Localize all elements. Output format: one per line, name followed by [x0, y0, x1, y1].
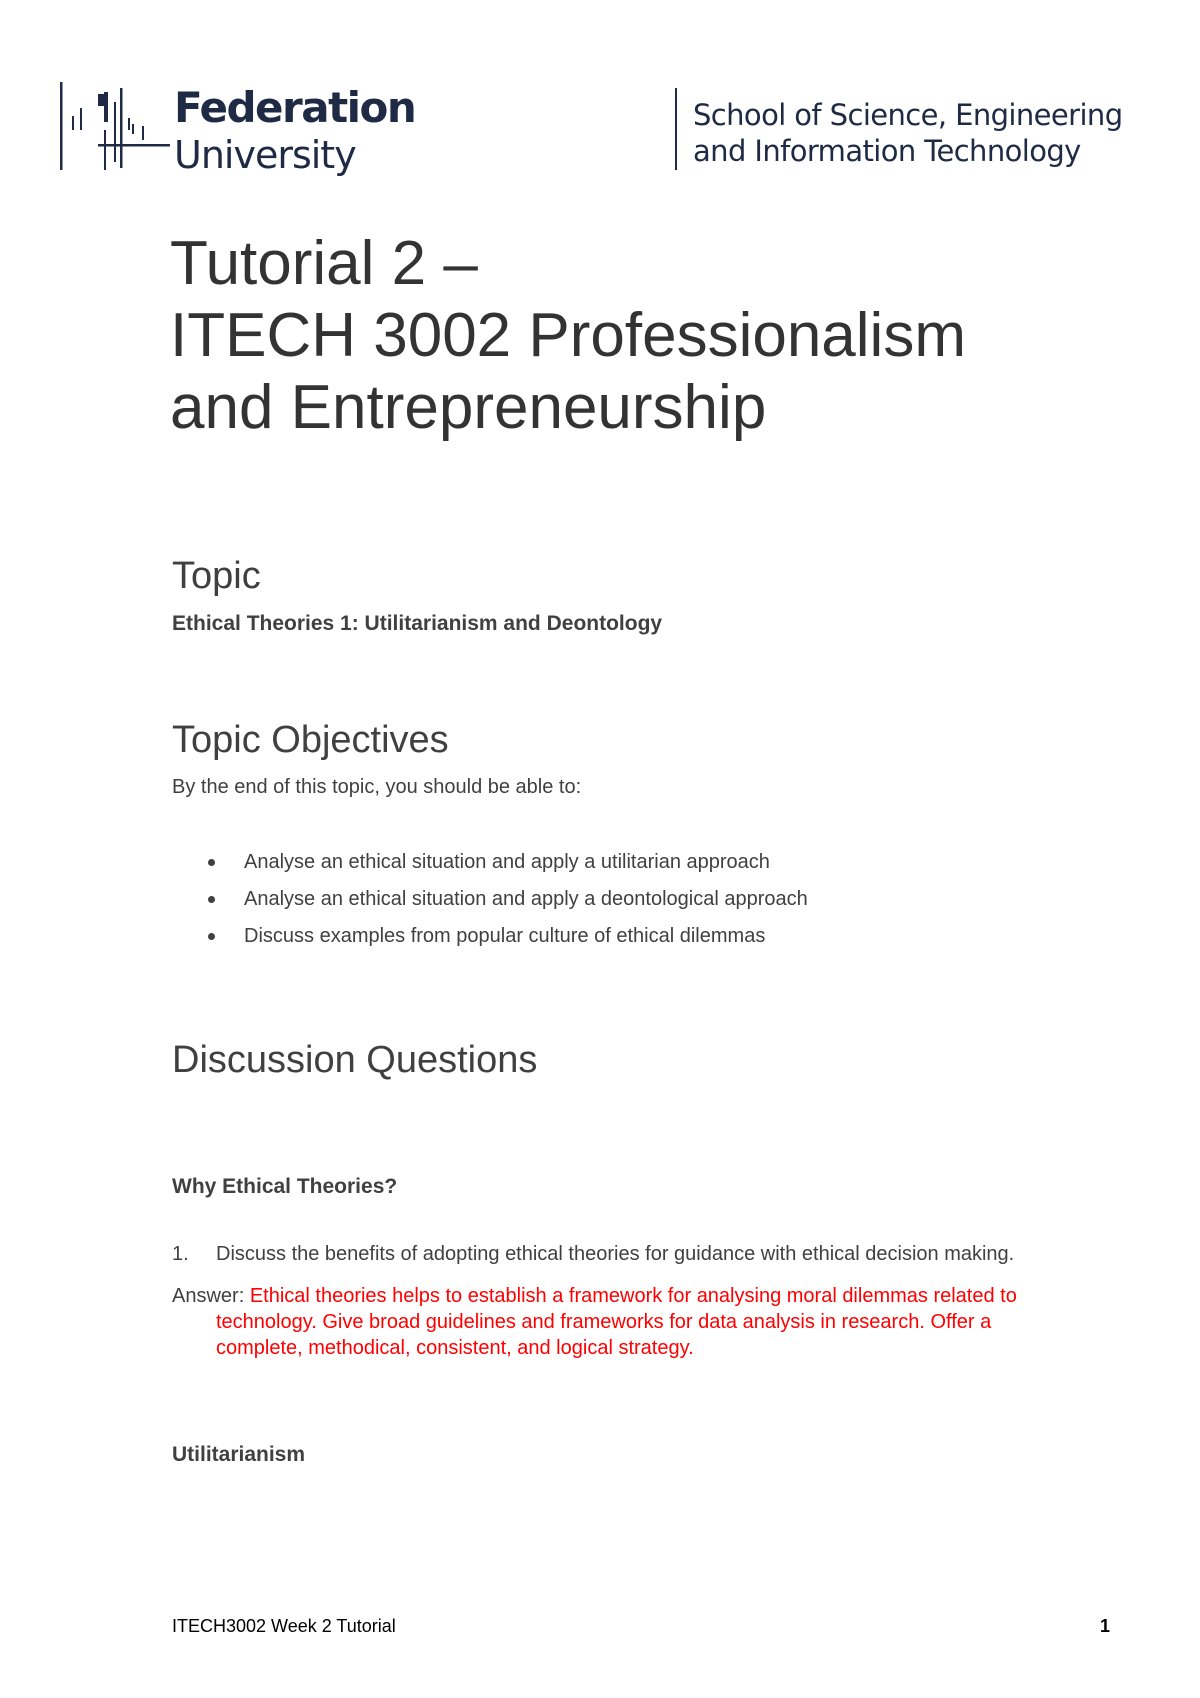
objective-text: Discuss examples from popular culture of ethical dilemmas	[244, 925, 766, 947]
objective-text: Analyse an ethical situation and apply a utilitarian approach	[244, 851, 770, 873]
title-line1: Tutorial 2 –	[170, 229, 478, 298]
topic-heading: Topic	[172, 555, 261, 597]
answer-line-3: complete, methodical, consistent, and logical strategy.	[216, 1337, 694, 1359]
section-title-why-ethical-theories: Why Ethical Theories?	[172, 1175, 398, 1198]
question-text: Discuss the benefits of adopting ethical theories for guidance with ethical decision making.	[216, 1243, 1015, 1265]
objectives-heading: Topic Objectives	[172, 719, 449, 761]
university-logo-name-line1: Federation	[174, 83, 416, 132]
title-line2: ITECH 3002 Professionalism	[170, 301, 966, 370]
answer-block	[172, 1283, 1092, 1361]
federation-logo-mark	[58, 82, 170, 174]
school-name-line2: and Information Technology	[693, 134, 1081, 168]
footer-course-label: ITECH3002 Week 2 Tutorial	[172, 1616, 396, 1636]
bullet-icon	[208, 859, 215, 866]
objective-text: Analyse an ethical situation and apply a deontological approach	[244, 888, 808, 910]
bullet-icon	[208, 933, 215, 940]
topic-subtitle: Ethical Theories 1: Utilitarianism and Deontology	[172, 612, 663, 635]
school-name-line1: School of Science, Engineering	[693, 98, 1123, 132]
objective-item	[172, 850, 808, 887]
objectives-list	[172, 850, 808, 961]
objective-item	[172, 924, 808, 961]
question-number: 1.	[172, 1243, 189, 1265]
answer-label: Answer:	[172, 1285, 245, 1307]
answer-text-line1: Ethical theories helps to establish a framework for analysing moral dilemmas related to	[249, 1285, 1017, 1307]
document-title	[170, 228, 966, 444]
objectives-intro: By the end of this topic, you should be able to:	[172, 776, 582, 798]
university-logo-name-line2: University	[174, 133, 356, 177]
section-title-utilitarianism: Utilitarianism	[172, 1443, 306, 1466]
answer-line-1	[172, 1283, 1092, 1309]
objective-item	[172, 887, 808, 924]
title-line3: and Entrepreneurship	[170, 373, 767, 442]
page-number: 1	[1100, 1616, 1111, 1636]
header-divider	[675, 88, 677, 170]
school-name	[693, 97, 1123, 169]
bullet-icon	[208, 896, 215, 903]
discussion-heading: Discussion Questions	[172, 1039, 538, 1081]
answer-line-2: technology. Give broad guidelines and frameworks for data analysis in research. Offer a	[216, 1311, 992, 1333]
